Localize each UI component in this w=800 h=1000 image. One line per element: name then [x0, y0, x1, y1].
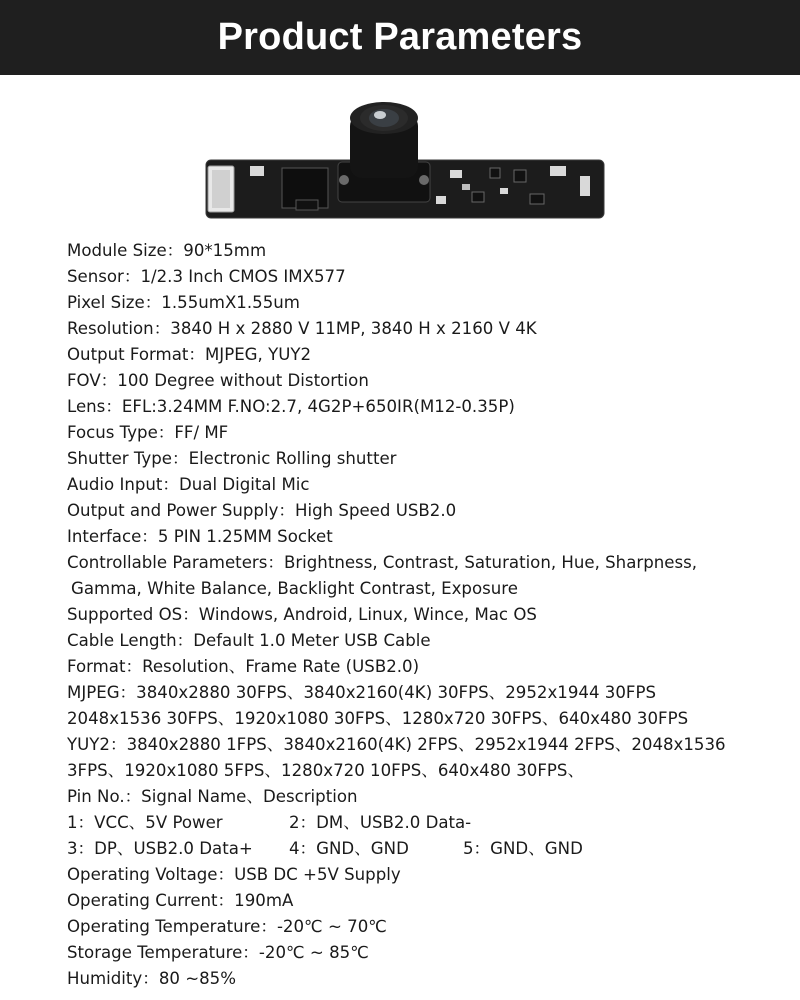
- spec-operating-current: Operating Current：190mA: [67, 891, 294, 910]
- spec-mjpeg-1: MJPEG：3840x2880 30FPS、3840x2160(4K) 30FPS、2952x1944 30FPS: [67, 683, 656, 702]
- spec-pin-4: 4：GND、GND: [289, 839, 409, 858]
- spec-pin-1: 1：VCC、5V Power: [67, 813, 223, 832]
- spec-storage-temperature: Storage Temperature：-20℃ ~ 85℃: [67, 943, 369, 962]
- spec-pin-3: 3：DP、USB2.0 Data+: [67, 839, 253, 858]
- spec-interface: Interface：5 PIN 1.25MM Socket: [67, 527, 333, 546]
- spec-humidity: Humidity：80 ~85%: [67, 969, 237, 988]
- spec-pin-no: Pin No.：Signal Name、Description: [67, 787, 358, 806]
- spec-controllable-2: Gamma, White Balance, Backlight Contrast, Exposure: [71, 579, 518, 598]
- spec-output-format: Output Format：MJPEG, YUY2: [67, 345, 312, 364]
- spec-fov: FOV：100 Degree without Distortion: [67, 371, 369, 390]
- spec-focus-type: Focus Type：FF/ MF: [67, 423, 229, 442]
- spec-list: [67, 238, 787, 992]
- spec-pin-5: 5：GND、GND: [463, 839, 583, 858]
- spec-sensor: Sensor：1/2.3 Inch CMOS IMX577: [67, 267, 346, 286]
- spec-pins-row-2: [67, 836, 787, 862]
- spec-pins-row-1: [67, 810, 787, 836]
- camera-module-image: [200, 96, 610, 228]
- spec-pin-2: 2：DM、USB2.0 Data-: [289, 813, 472, 832]
- spec-supported-os: Supported OS：Windows, Android, Linux, Wince, Mac OS: [67, 605, 537, 624]
- spec-pixel-size: Pixel Size：1.55umX1.55um: [67, 293, 300, 312]
- spec-shutter-type: Shutter Type：Electronic Rolling shutter: [67, 449, 397, 468]
- spec-mjpeg-2: 2048x1536 30FPS、1920x1080 30FPS、1280x720 30FPS、640x480 30FPS: [67, 709, 689, 728]
- page-title: Product Parameters: [217, 16, 583, 58]
- spec-format: Format：Resolution、Frame Rate (USB2.0): [67, 657, 420, 676]
- spec-operating-voltage: Operating Voltage：USB DC +5V Supply: [67, 865, 401, 884]
- spec-yuy2-2: 3FPS、1920x1080 5FPS、1280x720 10FPS、640x480 30FPS、: [67, 761, 585, 780]
- spec-resolution: Resolution：3840 H x 2880 V 11MP, 3840 H x 2160 V 4K: [67, 319, 537, 338]
- spec-lens: Lens：EFL:3.24MM F.NO:2.7, 4G2P+650IR(M12-0.35P): [67, 397, 515, 416]
- spec-controllable-1: Controllable Parameters：Brightness, Contrast, Saturation, Hue, Sharpness,: [67, 553, 698, 572]
- spec-output-power: Output and Power Supply：High Speed USB2.0: [67, 501, 457, 520]
- spec-audio-input: Audio Input：Dual Digital Mic: [67, 475, 310, 494]
- spec-yuy2-1: YUY2：3840x2880 1FPS、3840x2160(4K) 2FPS、2952x1944 2FPS、2048x1536: [67, 735, 726, 754]
- header-banner: [0, 0, 800, 75]
- spec-operating-temperature: Operating Temperature：-20℃ ~ 70℃: [67, 917, 387, 936]
- spec-cable-length: Cable Length：Default 1.0 Meter USB Cable: [67, 631, 431, 650]
- spec-module-size: Module Size：90*15mm: [67, 241, 267, 260]
